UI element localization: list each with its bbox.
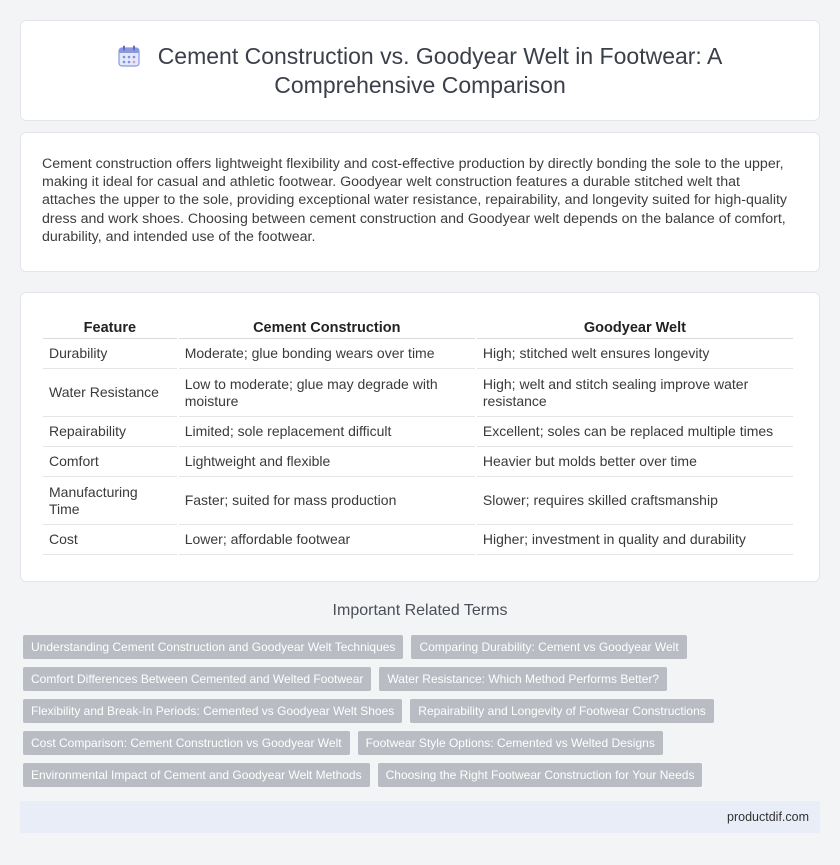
footer	[20, 801, 820, 833]
table-row	[43, 417, 793, 447]
intro-paragraph: Cement construction offers lightweight flexibility and cost-effective production by directly bonding the sole to the upper, making it ideal for casual and athletic footwear. Goodyear welt construction features a durable stitched welt that attaches the upper to the sole, providing exceptional water resistance, repairability, and longevity suited for high-quality dress and work shoes. Choosing between cement construction and Goodyear welt depends on the balance of comfort, durability, and intended use of the footwear.	[42, 156, 788, 245]
table-row	[43, 447, 793, 477]
related-tag[interactable]: Comparing Durability: Cement vs Goodyear Welt	[411, 635, 686, 659]
related-tag[interactable]: Water Resistance: Which Method Performs Better?	[379, 667, 667, 691]
table-cell: Manufacturing Time	[43, 477, 177, 525]
table-cell: Cost	[43, 525, 177, 555]
table-header-cell: Goodyear Welt	[477, 313, 793, 339]
table-cell: Higher; investment in quality and durability	[477, 525, 793, 555]
related-tag[interactable]: Footwear Style Options: Cemented vs Welted Designs	[358, 731, 663, 755]
table-cell: Faster; suited for mass production	[179, 477, 475, 525]
table-row	[43, 369, 793, 417]
tag-row	[23, 635, 813, 659]
related-tag[interactable]: Environmental Impact of Cement and Goodyear Welt Methods	[23, 763, 370, 787]
table-row	[43, 525, 793, 555]
table-cell: Low to moderate; glue may degrade with moisture	[179, 369, 475, 417]
related-tag[interactable]: Repairability and Longevity of Footwear Constructions	[410, 699, 713, 723]
related-tags	[23, 635, 813, 795]
table-cell: Comfort	[43, 447, 177, 477]
table-header-cell: Cement Construction	[179, 313, 475, 339]
footer-site-link[interactable]: productdif.com	[727, 810, 809, 824]
table-cell: High; stitched welt ensures longevity	[477, 339, 793, 369]
table-cell: Lightweight and flexible	[179, 447, 475, 477]
table-cell: Repairability	[43, 417, 177, 447]
table-card	[20, 292, 820, 582]
table-row	[43, 477, 793, 525]
related-tag[interactable]: Understanding Cement Construction and Goodyear Welt Techniques	[23, 635, 403, 659]
table-cell: Durability	[43, 339, 177, 369]
calendar-icon	[118, 45, 140, 67]
table-cell: High; welt and stitch sealing improve water resistance	[477, 369, 793, 417]
related-tag[interactable]: Comfort Differences Between Cemented and Welted Footwear	[23, 667, 371, 691]
tag-row	[23, 667, 813, 691]
page-title	[81, 42, 759, 100]
related-tag[interactable]: Choosing the Right Footwear Construction for Your Needs	[378, 763, 703, 787]
table-header-row	[43, 313, 793, 339]
title-card	[20, 20, 820, 121]
tag-row	[23, 731, 813, 755]
table-header-cell: Feature	[43, 313, 177, 339]
title-wrap	[21, 21, 819, 120]
table-cell: Limited; sole replacement difficult	[179, 417, 475, 447]
table-cell: Excellent; soles can be replaced multiple times	[477, 417, 793, 447]
table-cell: Slower; requires skilled craftsmanship	[477, 477, 793, 525]
table-cell: Lower; affordable footwear	[179, 525, 475, 555]
intro-card	[20, 132, 820, 272]
table-row	[43, 339, 793, 369]
tag-row	[23, 763, 813, 787]
related-terms-heading: Important Related Terms	[332, 602, 508, 619]
comparison-table	[41, 313, 795, 555]
related-tag[interactable]: Flexibility and Break-In Periods: Cemented vs Goodyear Welt Shoes	[23, 699, 402, 723]
table-cell: Water Resistance	[43, 369, 177, 417]
table-cell: Heavier but molds better over time	[477, 447, 793, 477]
tag-row	[23, 699, 813, 723]
page-title-text: Cement Construction vs. Goodyear Welt in Footwear: A Comprehensive Comparison	[157, 42, 723, 98]
table-cell: Moderate; glue bonding wears over time	[179, 339, 475, 369]
related-tag[interactable]: Cost Comparison: Cement Construction vs Goodyear Welt	[23, 731, 350, 755]
